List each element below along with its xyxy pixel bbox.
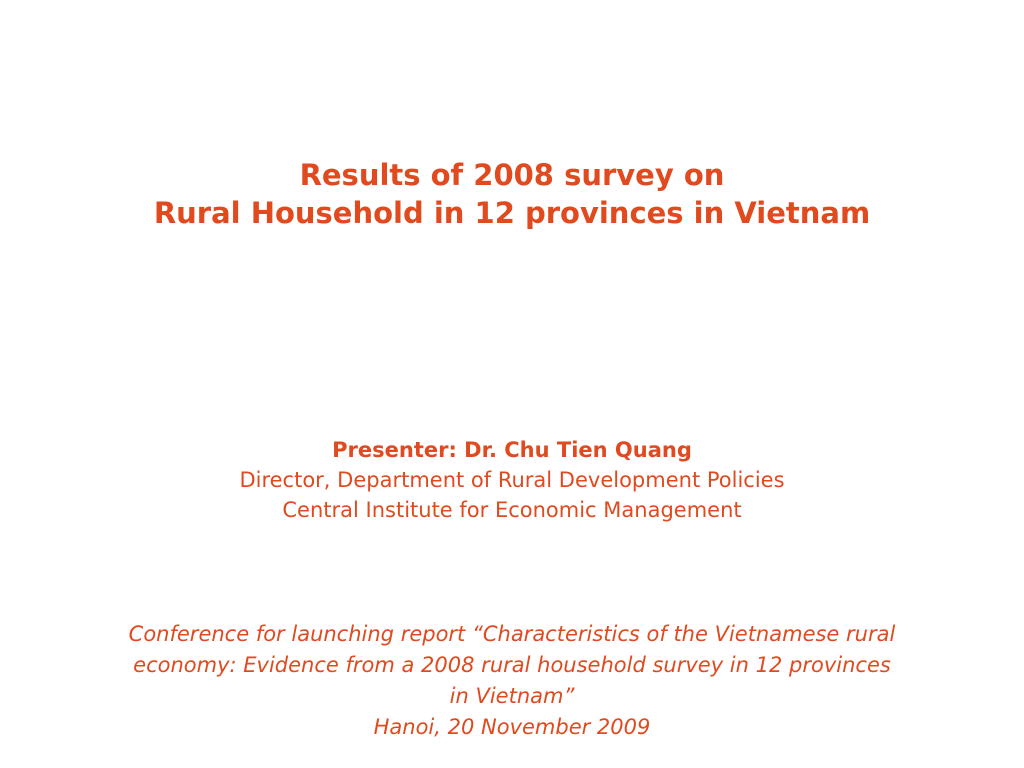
- conference-info: [20, 619, 1004, 743]
- presenter-name: Presenter: Dr. Chu Tien Quang: [332, 438, 692, 462]
- title-line-1: Results of 2008 survey on: [299, 158, 725, 192]
- conference-line-1: Conference for launching report “Characteristics of the Vietnamese rural: [128, 622, 896, 646]
- conference-date: Hanoi, 20 November 2009: [373, 715, 651, 739]
- presenter-info: [0, 435, 1024, 525]
- presenter-institute: Central Institute for Economic Management: [282, 498, 742, 522]
- conference-line-2: economy: Evidence from a 2008 rural household survey in 12 provinces: [133, 653, 891, 677]
- conference-line-3: in Vietnam”: [449, 684, 575, 708]
- title-line-2: Rural Household in 12 provinces in Vietnam: [153, 196, 871, 230]
- presenter-position: Director, Department of Rural Development Policies: [239, 468, 785, 492]
- slide-title: [0, 156, 1024, 232]
